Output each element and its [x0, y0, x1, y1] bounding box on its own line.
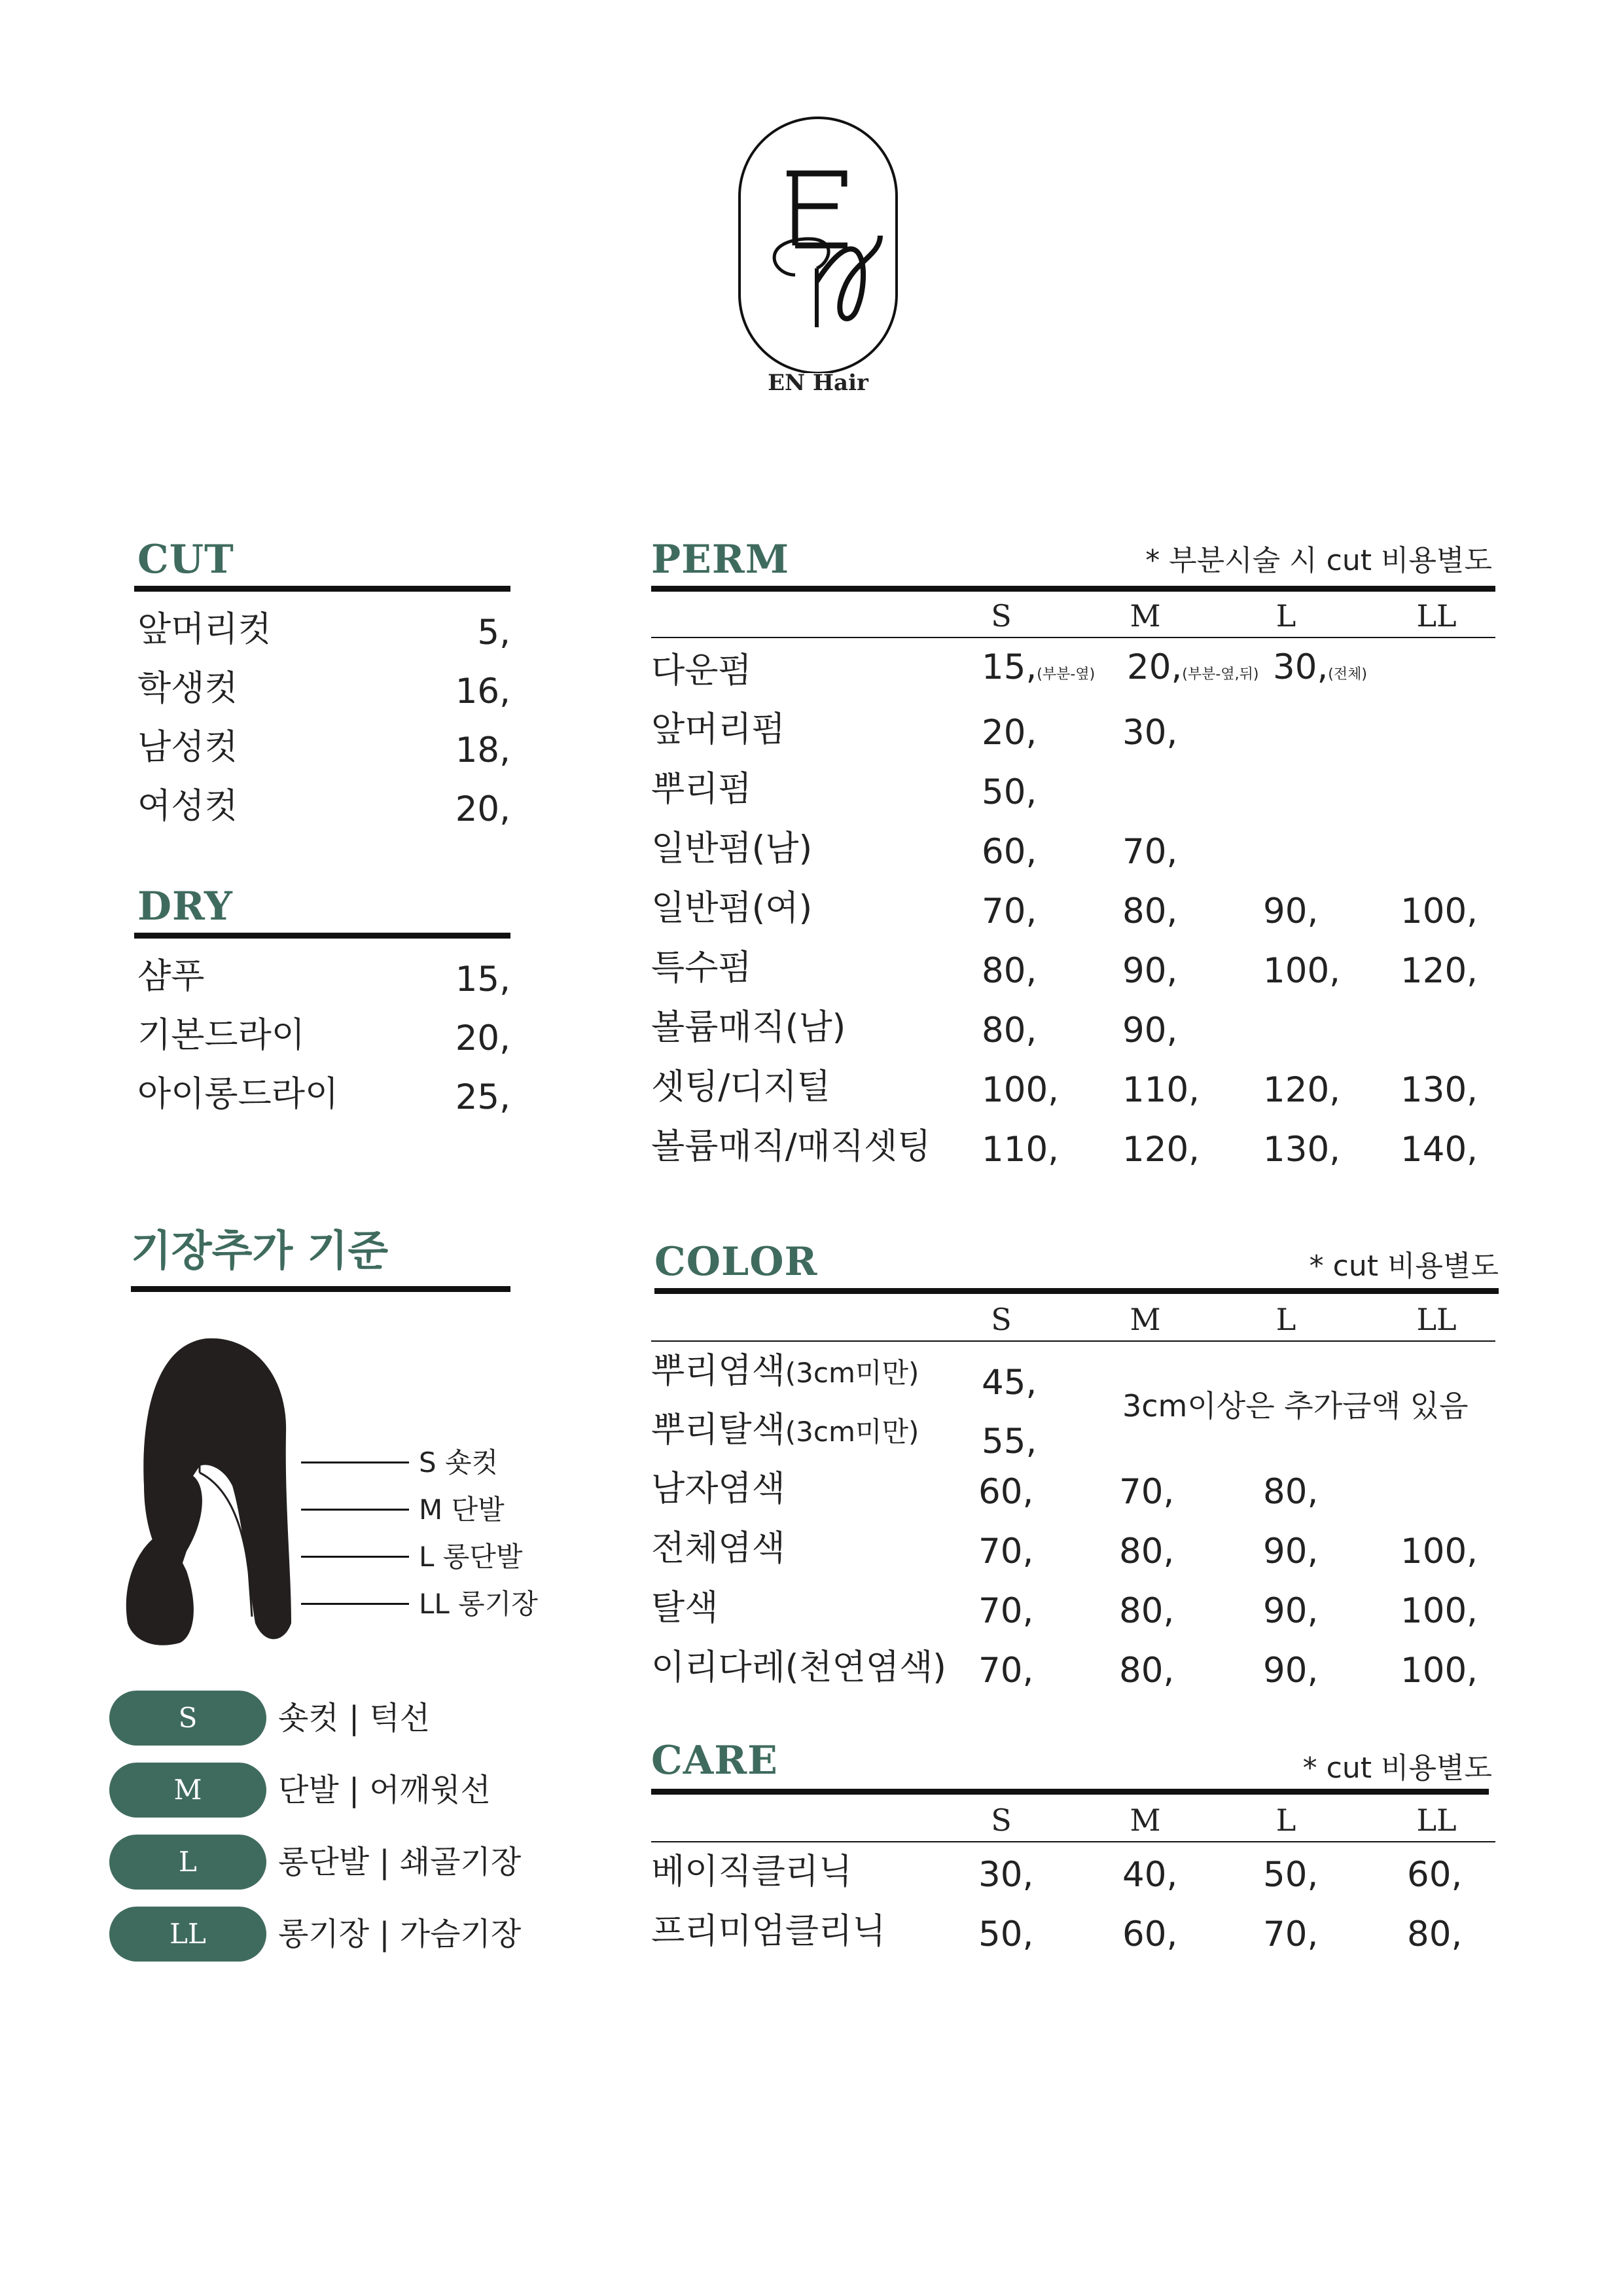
color-note: * cut 비용별도	[1309, 1249, 1499, 1283]
cut-item-price: 16,	[455, 672, 510, 711]
care-price-l: 50,	[1263, 1855, 1319, 1895]
color-item-name: 탈색	[651, 1588, 719, 1628]
length-label: LL 롱기장	[419, 1588, 538, 1620]
length-line-m	[301, 1509, 409, 1511]
perm-price-s: 70,	[982, 891, 1037, 931]
color-title-rule	[654, 1288, 1499, 1294]
perm-note: * 부분시술 시 cut 비용별도	[1145, 544, 1492, 577]
color-price-s: 55,	[982, 1422, 1037, 1462]
color-price-s: 70,	[978, 1532, 1034, 1571]
color-price-ll: 100,	[1400, 1651, 1478, 1691]
dry-item-price: 25,	[455, 1077, 510, 1117]
perm-price-l: 90,	[1263, 891, 1319, 931]
perm-price-s: 110,	[982, 1130, 1060, 1170]
color-col-ll: LL	[1416, 1302, 1457, 1337]
color-price-s: 70,	[978, 1651, 1034, 1691]
en-monogram-icon	[733, 111, 903, 373]
perm-item-name: 볼륨매직/매직셋팅	[651, 1126, 931, 1166]
perm-price-ll: 130,	[1400, 1070, 1478, 1110]
size-desc: 단발 | 어깨윗선	[278, 1772, 491, 1808]
perm-price-m: 30,	[1122, 713, 1178, 753]
cut-item-name: 남성컷	[137, 727, 238, 767]
perm-price-s: 100,	[982, 1070, 1060, 1110]
care-price-ll: 80,	[1407, 1914, 1463, 1954]
length-label: S 숏컷	[419, 1446, 499, 1479]
perm-price-m: 80,	[1122, 891, 1178, 931]
color-header-rule	[651, 1340, 1495, 1342]
perm-price-s: 80,	[982, 1011, 1037, 1050]
perm-item-name: 일반펌(남)	[651, 829, 813, 869]
cut-item-price: 5,	[477, 613, 510, 653]
cut-item-price: 18,	[455, 730, 510, 770]
size-pill: LL	[109, 1907, 266, 1962]
perm-col-m: M	[1130, 598, 1161, 634]
cut-title-rule	[134, 586, 510, 592]
color-root-note: 3cm이상은 추가금액 있음	[1122, 1388, 1469, 1424]
hair-silhouette	[108, 1335, 298, 1656]
perm-price-l: 100,	[1263, 951, 1341, 991]
color-item-name: 전체염색	[651, 1528, 785, 1568]
color-price-s: 45,	[982, 1363, 1037, 1403]
color-price-l: 80,	[1263, 1472, 1319, 1512]
color-price-m: 80,	[1119, 1532, 1175, 1571]
perm-price-l: 130,	[1263, 1130, 1341, 1170]
perm-price-m: 70,	[1122, 832, 1178, 872]
dry-item-name: 아이롱드라이	[137, 1074, 339, 1114]
perm-item-name: 앞머리펌	[651, 709, 785, 749]
dry-item-price: 20,	[455, 1018, 510, 1058]
length-title-rule	[131, 1286, 510, 1292]
cut-item-name: 앞머리컷	[137, 609, 272, 649]
perm-price-m: 90,	[1122, 1011, 1178, 1050]
length-line-ll	[301, 1603, 409, 1605]
care-title: CARE	[651, 1738, 778, 1784]
dry-item-price: 15,	[455, 960, 510, 999]
perm-price-s: 15,(부분-옆)	[982, 647, 1096, 687]
care-header-rule	[651, 1841, 1495, 1842]
care-col-l: L	[1275, 1803, 1296, 1838]
perm-title-rule	[651, 586, 1495, 592]
brand-name: EN Hair	[768, 370, 868, 396]
perm-price-s: 50,	[982, 772, 1037, 812]
dry-title-rule	[134, 933, 510, 939]
perm-item-name: 특수펌	[651, 948, 752, 988]
color-item-name: 뿌리탈색(3cm미만)	[651, 1410, 919, 1450]
color-price-l: 90,	[1263, 1651, 1319, 1691]
color-price-m: 70,	[1119, 1472, 1175, 1512]
perm-col-l: L	[1275, 598, 1296, 634]
care-price-m: 40,	[1122, 1855, 1178, 1895]
perm-item-name: 일반펌(여)	[651, 888, 813, 928]
perm-header-rule	[651, 637, 1495, 638]
length-title: 기장추가 기준	[131, 1227, 389, 1276]
color-item-name: 뿌리염색(3cm미만)	[651, 1351, 919, 1391]
care-price-l: 70,	[1263, 1914, 1319, 1954]
length-label: M 단발	[419, 1494, 505, 1526]
length-line-l	[301, 1556, 409, 1558]
perm-price-l: 30,(전체)	[1273, 647, 1367, 687]
perm-price-l: 120,	[1263, 1070, 1341, 1110]
color-price-s: 60,	[978, 1472, 1034, 1512]
perm-price-s: 60,	[982, 832, 1037, 872]
brand-logo	[733, 111, 903, 373]
color-col-s: S	[991, 1302, 1012, 1337]
size-pill: S	[109, 1691, 266, 1746]
dry-title: DRY	[137, 884, 233, 929]
color-item-name: 이리다레(천연염색)	[651, 1647, 946, 1687]
care-item-name: 프리미엄클리닉	[651, 1911, 886, 1951]
size-pill: L	[109, 1835, 266, 1890]
perm-col-ll: LL	[1416, 598, 1457, 634]
cut-item-name: 여성컷	[137, 786, 238, 826]
perm-item-name: 볼륨매직(남)	[651, 1007, 846, 1047]
perm-col-s: S	[991, 598, 1012, 634]
cut-item-name: 학생컷	[137, 668, 238, 708]
perm-item-name: 다운펌	[651, 651, 752, 691]
color-item-name: 남자염색	[651, 1469, 785, 1509]
perm-title: PERM	[651, 537, 790, 583]
care-title-rule	[651, 1789, 1489, 1795]
color-price-m: 80,	[1119, 1651, 1175, 1691]
perm-price-ll: 140,	[1400, 1130, 1478, 1170]
care-col-ll: LL	[1416, 1803, 1457, 1838]
care-price-m: 60,	[1122, 1914, 1178, 1954]
size-pill: M	[109, 1763, 266, 1818]
color-price-l: 90,	[1263, 1532, 1319, 1571]
color-col-l: L	[1275, 1302, 1296, 1337]
color-price-l: 90,	[1263, 1591, 1319, 1631]
perm-price-s: 80,	[982, 951, 1037, 991]
length-line-s	[301, 1462, 409, 1463]
perm-price-ll: 120,	[1400, 951, 1478, 991]
perm-item-name: 뿌리펌	[651, 769, 752, 809]
care-col-s: S	[991, 1803, 1012, 1838]
perm-price-m: 90,	[1122, 951, 1178, 991]
care-price-s: 30,	[978, 1855, 1034, 1895]
perm-price-m: 120,	[1122, 1130, 1200, 1170]
care-note: * cut 비용별도	[1302, 1751, 1492, 1785]
cut-title: CUT	[137, 537, 234, 583]
size-desc: 숏컷 | 턱선	[278, 1700, 431, 1736]
size-desc: 롱기장 | 가슴기장	[278, 1916, 522, 1952]
woman-silhouette-icon	[108, 1335, 298, 1656]
perm-price-s: 20,	[982, 713, 1037, 753]
perm-item-name: 셋팅/디지털	[651, 1067, 830, 1107]
color-price-s: 70,	[978, 1591, 1034, 1631]
size-desc: 롱단발 | 쇄골기장	[278, 1844, 522, 1880]
color-title: COLOR	[654, 1239, 818, 1285]
perm-price-m: 20,(부분-옆,뒤)	[1127, 647, 1259, 687]
dry-item-name: 샴푸	[137, 956, 205, 996]
perm-price-m: 110,	[1122, 1070, 1200, 1110]
perm-price-ll: 100,	[1400, 891, 1478, 931]
care-col-m: M	[1130, 1803, 1161, 1838]
care-price-ll: 60,	[1407, 1855, 1463, 1895]
cut-item-price: 20,	[455, 789, 510, 829]
color-price-ll: 100,	[1400, 1532, 1478, 1571]
color-price-m: 80,	[1119, 1591, 1175, 1631]
color-col-m: M	[1130, 1302, 1161, 1337]
care-price-s: 50,	[978, 1914, 1034, 1954]
color-price-ll: 100,	[1400, 1591, 1478, 1631]
dry-item-name: 기본드라이	[137, 1015, 305, 1055]
length-label: L 롱단발	[419, 1541, 523, 1573]
care-item-name: 베이직클리닉	[651, 1852, 853, 1892]
